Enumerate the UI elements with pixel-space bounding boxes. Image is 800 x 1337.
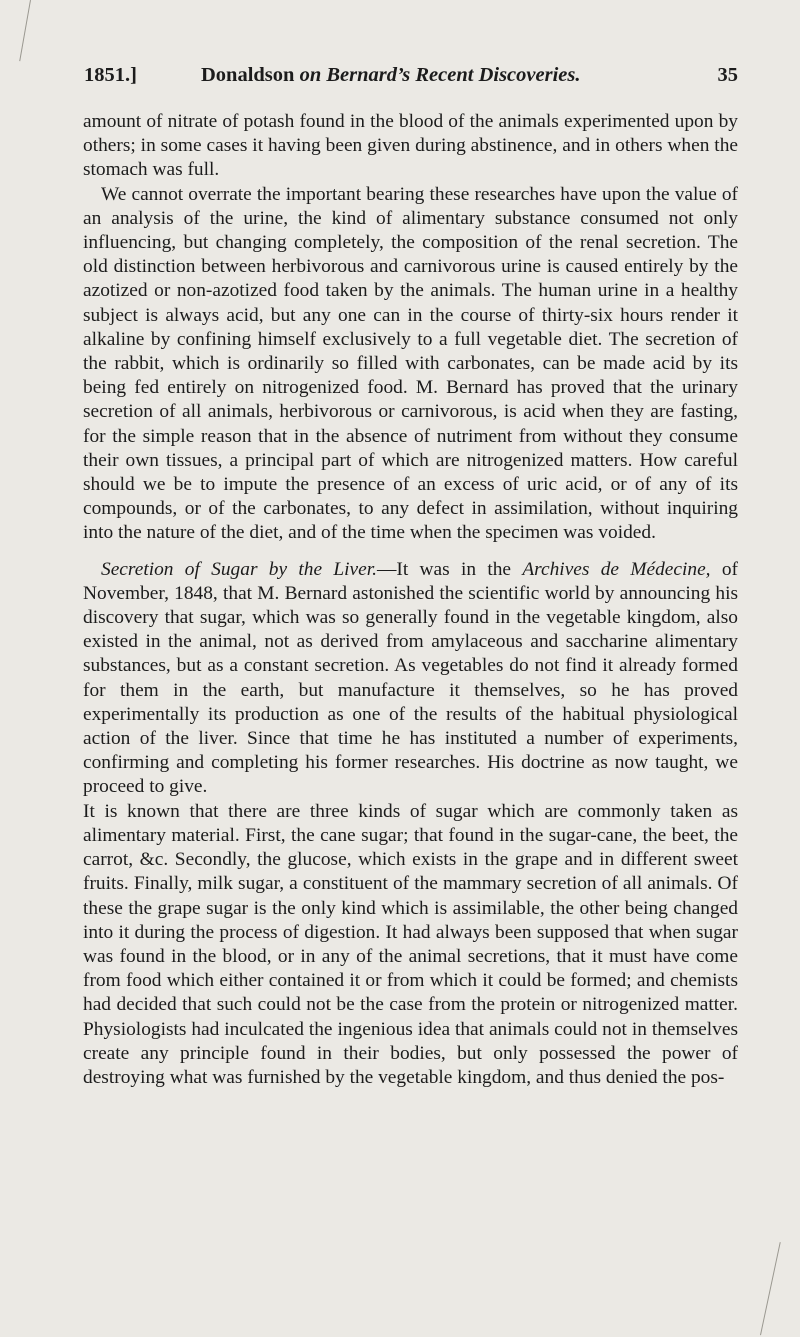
paragraph-3-body: of November, 1848, that M. Bernard astonished the scientific world by announcing his discovery that sugar, which was so generally found in the vegetable kingdom, also existed in the animal, not as derived from amylaceous and saccharine alimentary substances, but as a constant secretion. As vegetables do not find it already formed for them in the earth, but manufacture it themselves, so he has proved experimentally its production as one of the results of the habitual physiological action of the liver. Since that time he has instituted a number of experiments, confirming and completing his former researches. His doctrine as now taught, we proceed to give. bbox=[83, 558, 738, 798]
section-heading: Secretion of Sugar by the Liver. bbox=[101, 558, 377, 580]
paragraph-4: It is known that there are three kinds of sugar which are commonly taken as alimentary material. First, the cane sugar; that found in the sugar-cane, the beet, the carrot, &c. Secondly, the glucose, which exists in the grape and in different sweet fruits. Finally, milk sugar, a constituent of the mammary secretion of all animals. Of these the grape sugar is the only kind which is assimilable, the other being changed into it during the process of digestion. It had always been supposed that when sugar was found in the blood, or in any of the animal secretions, that it must have come from food which either contained it or from which it could be formed; and chemists had decided that such could not be the case from the protein or nitrogenized matter. Physiologists had inculcated the ingenious idea that animals could not in themselves create any principle found in their bodies, but only possessed the power of destroying what was furnished by the vegetable kingdom, and thus denied the pos- bbox=[83, 800, 738, 1088]
header-title-italic: Bernard’s Recent Discoveries. bbox=[326, 64, 581, 86]
header-title bbox=[201, 60, 580, 90]
paragraph-2: We cannot overrate the important bearing these researches have upon the value of an analysis of the urine, the kind of alimentary substance consumed not only influencing, but changing completely, the composition of the renal secretion. The old distinction between herbivorous and carnivorous urine is caused entirely by the azotized or non-azotized food taken by the animals. The human urine in a healthy subject is always acid, but any one can in the course of thirty-six hours render it alkaline by confining himself exclusively to a full vegetable diet. The secretion of the rabbit, which is ordinarily so filled with carbonates, can be made acid by its being fed entirely on nitrogenized food. M. Bernard has proved that the urinary secretion of all animals, herbivorous or carnivorous, is acid when they are fasting, for the simple reason that in the absence of nutriment from without they consume their own tissues, a principal part of which are nitrogenized matters. How careful should we be to impute the presence of an excess of uric acid, or of any of its compounds, or of the carbonates, to any defect in assimilation, without inquiring into the nature of the diet, and of the time when the specimen was voided. bbox=[83, 183, 738, 544]
page-edge-line bbox=[19, 0, 31, 61]
journal-title: Archives de Médecine, bbox=[522, 558, 711, 580]
page-number: 35 bbox=[717, 64, 738, 86]
running-header bbox=[84, 60, 738, 90]
body-text bbox=[83, 110, 738, 1090]
header-on: on bbox=[299, 64, 322, 86]
paragraph-1: amount of nitrate of potash found in the blood of the animals experimented upon by others; in some cases it having been given during abstinence, and in others when the stomach was full. bbox=[83, 111, 738, 181]
page-edge-line bbox=[760, 1242, 781, 1335]
header-year: 1851.] bbox=[84, 64, 137, 86]
header-author: Donaldson bbox=[201, 64, 295, 86]
paragraph-3-dash: —It was in the bbox=[377, 558, 523, 580]
paragraph-3 bbox=[83, 558, 738, 800]
